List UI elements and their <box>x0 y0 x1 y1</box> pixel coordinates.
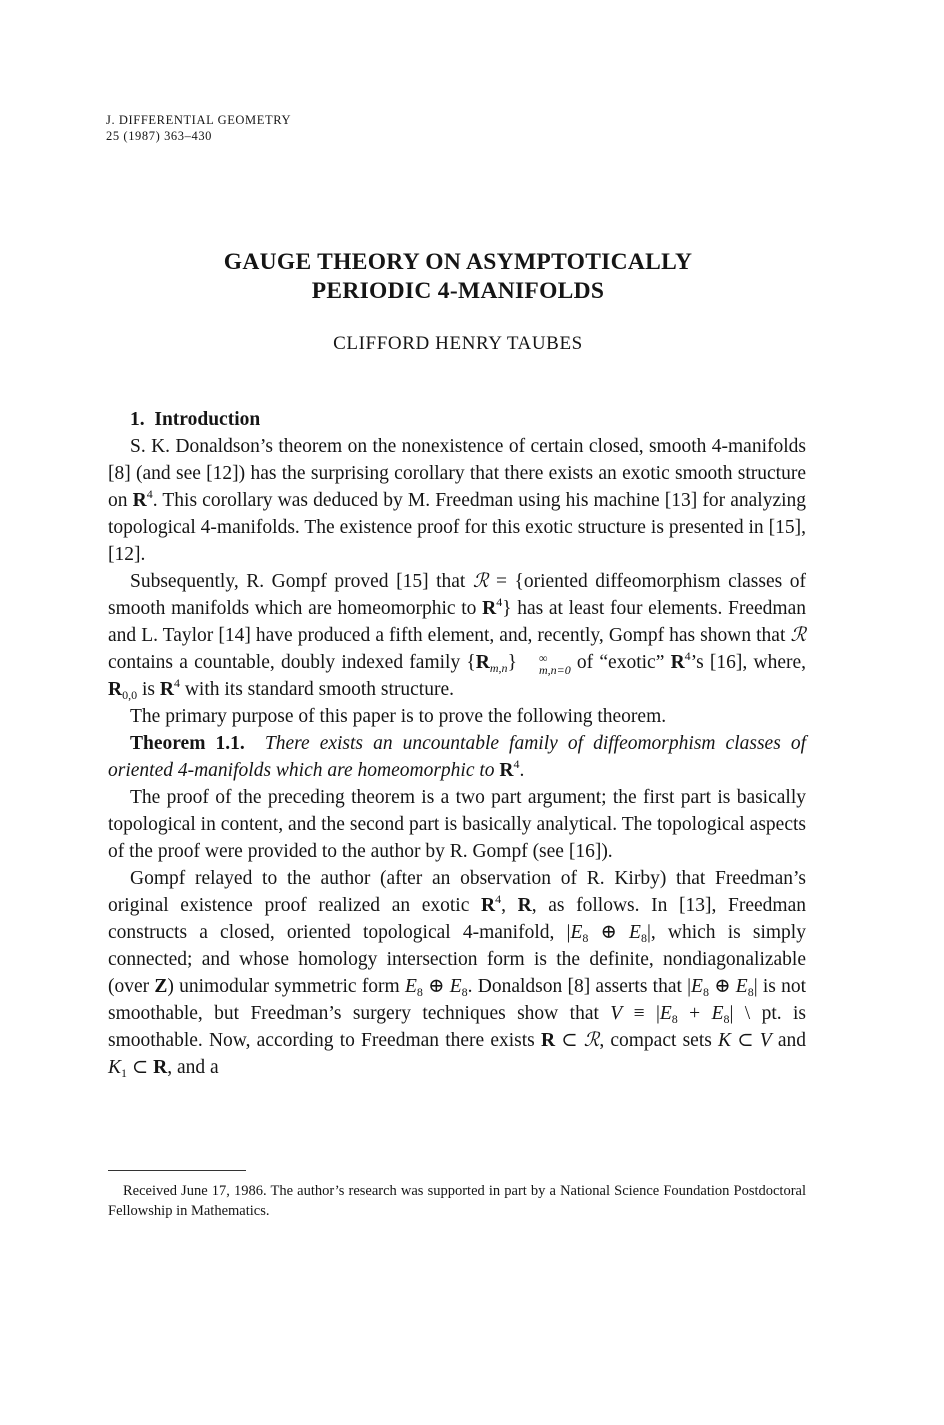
math-symbol: K <box>108 1057 122 1078</box>
text-run: . This corollary was deduced by M. Freedman using his machine [13] for analyzing topological 4-manifolds. The existence proof for this exotic structure is presented in [15], [12]. <box>108 490 807 565</box>
text-run: ’s [16], where, <box>690 652 806 673</box>
text-run: } has at least four elements. Freedman and L. Taylor [14] have produced a fifth element, and, recently, Gompf has shown that <box>108 598 806 646</box>
text-run: } <box>507 652 517 673</box>
math-subscript: 8 <box>582 931 589 945</box>
text-run: , compact sets <box>599 1030 719 1051</box>
text-run: ≡ | <box>622 1003 660 1024</box>
math-symbol: E <box>629 922 641 943</box>
text-run: Subsequently, R. Gompf proved [15] that <box>130 571 473 592</box>
math-subscript: 8 <box>747 985 754 999</box>
math-superscript: 4 <box>513 757 520 771</box>
text-run: of “exotic” <box>570 652 671 673</box>
math-symbol: R <box>670 652 685 673</box>
math-subscript: m,n=0 <box>538 662 571 677</box>
text-run: |, which is simply connected; and whose homology intersection form is the definite, nondiagonalizable (over <box>108 922 806 997</box>
math-symbol: R <box>517 895 532 916</box>
math-symbol: R <box>540 1030 556 1051</box>
math-symbol: E <box>570 922 583 943</box>
math-symbol: E <box>404 976 417 997</box>
paper-title <box>0 248 916 306</box>
math-superscript: 4 <box>496 595 503 609</box>
math-symbol: V <box>759 1030 772 1051</box>
text-run: , as follows. In [13], Freedman constructs a closed, oriented topological 4-manifold, | <box>108 895 807 943</box>
math-subscript: 8 <box>723 1012 730 1026</box>
math-symbol: ℛ <box>583 1030 600 1051</box>
text-run: contains a countable, doubly indexed family { <box>108 652 476 673</box>
text-run: is <box>137 679 160 700</box>
math-subscript: 0,0 <box>122 688 138 702</box>
text-run: ⊕ <box>422 976 450 997</box>
theorem-text: There exists an uncountable family of diffeomorphism classes of oriented 4-manifolds which are homeomorphic to <box>108 733 806 781</box>
text-run: Gompf relayed to the author (after an observation of R. Kirby) that Freedman’s original existence proof realized an exotic <box>108 868 806 916</box>
index-range <box>517 652 571 676</box>
math-superscript: ∞ <box>538 650 548 665</box>
math-subscript: m,n <box>489 661 508 675</box>
math-subscript: 8 <box>416 985 423 999</box>
text-run: | \ pt. is smoothable. Now, according to Freedman there exists <box>108 1003 807 1051</box>
text-run: . <box>519 760 525 781</box>
footnote: Received June 17, 1986. The author’s research was supported in part by a National Science Foundation Postdoctoral Fellowship in Mathematics. <box>108 1183 806 1219</box>
footnote-divider <box>108 1170 246 1171</box>
author-name: CLIFFORD HENRY TAUBES <box>333 333 583 354</box>
text-run: . Donaldson [8] asserts that | <box>467 976 692 997</box>
math-subscript: 8 <box>640 931 647 945</box>
math-superscript: 4 <box>146 487 153 501</box>
text-run: , <box>501 895 518 916</box>
paragraph-5 <box>108 865 806 1081</box>
journal-header <box>106 112 291 144</box>
text-run: | is not smoothable, but Freedman’s surgery techniques show that <box>108 976 806 1024</box>
section-heading <box>108 406 806 433</box>
text-run: + <box>677 1003 712 1024</box>
paragraph-3: The primary purpose of this paper is to prove the following theorem. <box>130 706 667 727</box>
math-symbol: R <box>499 760 514 781</box>
math-symbol: E <box>659 1003 672 1024</box>
text-run: ⊂ <box>555 1030 584 1051</box>
math-symbol: R <box>481 895 496 916</box>
paragraph-1 <box>108 433 806 568</box>
math-symbol: E <box>691 976 703 997</box>
text-run: ⊕ <box>708 976 736 997</box>
title-line-2: PERIODIC 4-MANIFOLDS <box>311 278 605 304</box>
math-symbol: R <box>108 679 123 700</box>
math-symbol: R <box>153 1057 168 1078</box>
theorem-label: Theorem 1.1. <box>130 733 245 754</box>
math-symbol: Z <box>154 976 168 997</box>
math-symbol: R <box>159 679 174 700</box>
text-run: ⊕ <box>588 922 630 943</box>
math-subscript: 1 <box>121 1066 128 1080</box>
text-run: ⊂ <box>127 1057 154 1078</box>
math-superscript: 4 <box>173 676 180 690</box>
section-number: 1. <box>130 409 145 430</box>
paragraph-4: The proof of the preceding theorem is a two part argument; the first part is basically topological in content, and the second part is basically analytical. The topological aspects of the proof were provided to the author by R. Gompf (see [16]). <box>108 787 806 862</box>
math-subscript: 8 <box>702 985 709 999</box>
math-superscript: 4 <box>495 892 502 906</box>
main-body <box>108 406 806 1081</box>
text-run: and <box>771 1030 807 1051</box>
math-symbol: E <box>735 976 748 997</box>
math-symbol: R <box>482 598 497 619</box>
text-run: S. K. Donaldson’s theorem on the nonexistence of certain closed, smooth 4-manifolds [8] (and see [12]) has the surprising corollary that there exists an exotic smooth structure on <box>108 436 806 511</box>
journal-name: J. DIFFERENTIAL GEOMETRY <box>106 113 292 127</box>
paragraph-2 <box>108 568 806 703</box>
math-subscript: 8 <box>671 1012 678 1026</box>
text-run: with its standard smooth structure. <box>179 679 455 700</box>
text-run: = {oriented diffeomorphism classes of smooth manifolds which are homeomorphic to <box>108 571 806 619</box>
text-run: ) unimodular symmetric form <box>167 976 405 997</box>
section-title: Introduction <box>154 409 261 430</box>
text-run: , and a <box>167 1057 219 1078</box>
math-symbol: V <box>610 1003 623 1024</box>
theorem-1-1 <box>108 730 806 784</box>
math-symbol: ℛ <box>790 625 806 646</box>
math-symbol: R <box>132 490 147 511</box>
math-superscript: 4 <box>684 649 691 663</box>
math-symbol: K <box>718 1030 732 1051</box>
math-symbol: E <box>711 1003 724 1024</box>
text-run: ⊂ <box>731 1030 760 1051</box>
math-subscript: 8 <box>461 985 468 999</box>
math-symbol: R <box>475 652 490 673</box>
math-symbol: ℛ <box>472 571 489 592</box>
title-line-1: GAUGE THEORY ON ASYMPTOTICALLY <box>223 249 693 275</box>
math-symbol: E <box>449 976 462 997</box>
journal-volume: 25 (1987) 363–430 <box>106 129 213 143</box>
